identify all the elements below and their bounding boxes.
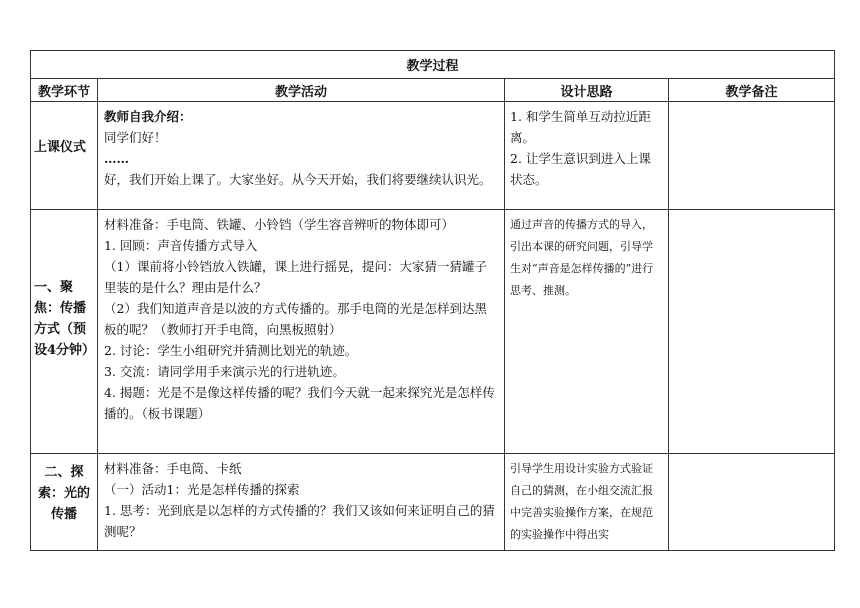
activity-line: 材料准备：手电筒、卡纸 xyxy=(104,461,242,476)
note-cell xyxy=(669,102,835,210)
table-title: 教学过程 xyxy=(31,51,835,79)
stage-cell: 二、探索：光的传播 xyxy=(31,454,98,551)
table-row xyxy=(31,210,835,454)
activity-line: （1）课前将小铃铛放入铁罐，课上进行摇晃，提问：大家猜一猜罐子里装的是什么？理由是什么？ xyxy=(104,259,487,295)
note-cell xyxy=(669,210,835,454)
activity-line: 教师自我介绍： xyxy=(104,109,192,124)
note-cell xyxy=(669,454,835,551)
activity-line: （2）我们知道声音是以波的方式传播的。那手电筒的光是怎样到达黑板的呢？（教师打开手电筒，向黑板照射） xyxy=(104,301,487,337)
design-cell: 引导学生用设计实验方式验证自己的猜测，在小组交流汇报中完善实验操作方案，在规范的实验操作中得出实 xyxy=(505,454,669,551)
activity-cell xyxy=(98,454,505,551)
activity-line: （一）活动1：光是怎样传播的探索 xyxy=(104,482,300,497)
lesson-plan-table xyxy=(30,50,835,551)
activity-line: …… xyxy=(104,151,129,166)
stage-cell: 上课仪式 xyxy=(31,102,98,210)
header-design: 设计思路 xyxy=(505,79,669,102)
activity-line: 1. 思考：光到底是以怎样的方式传播的？我们又该如何来证明自己的猜测呢？ xyxy=(104,503,495,539)
activity-cell xyxy=(98,102,505,210)
activity-line: 好，我们开始上课了。大家坐好。从今天开始，我们将要继续认识光。 xyxy=(104,172,492,187)
activity-line: 1. 回顾：声音传播方式导入 xyxy=(104,238,258,253)
design-cell: 通过声音的传播方式的导入，引出本课的研究问题，引导学生对“声音是怎样传播的”进行思考、推测。 xyxy=(505,210,669,454)
header-note: 教学备注 xyxy=(669,79,835,102)
header-stage: 教学环节 xyxy=(31,79,98,102)
activity-line: 4. 揭题：光是不是像这样传播的呢？我们今天就一起来探究光是怎样传播的。（板书课题） xyxy=(104,385,495,421)
activity-line: 同学们好！ xyxy=(104,130,167,145)
activity-line: 材料准备：手电筒、铁罐、小铃铛（学生容音辨听的物体即可） xyxy=(104,217,455,232)
header-activity: 教学活动 xyxy=(98,79,505,102)
activity-cell xyxy=(98,210,505,454)
activity-line: 2. 讨论：学生小组研究并猜测比划光的轨迹。 xyxy=(104,343,358,358)
table-row xyxy=(31,102,835,210)
activity-line: 3. 交流：请同学用手来演示光的行进轨迹。 xyxy=(104,364,345,379)
design-cell: 1. 和学生简单互动拉近距离。 2. 让学生意识到进入上课状态。 xyxy=(505,102,669,210)
stage-cell: 一、聚焦：传播方式（预设4分钟） xyxy=(31,210,98,454)
table-row xyxy=(31,454,835,551)
